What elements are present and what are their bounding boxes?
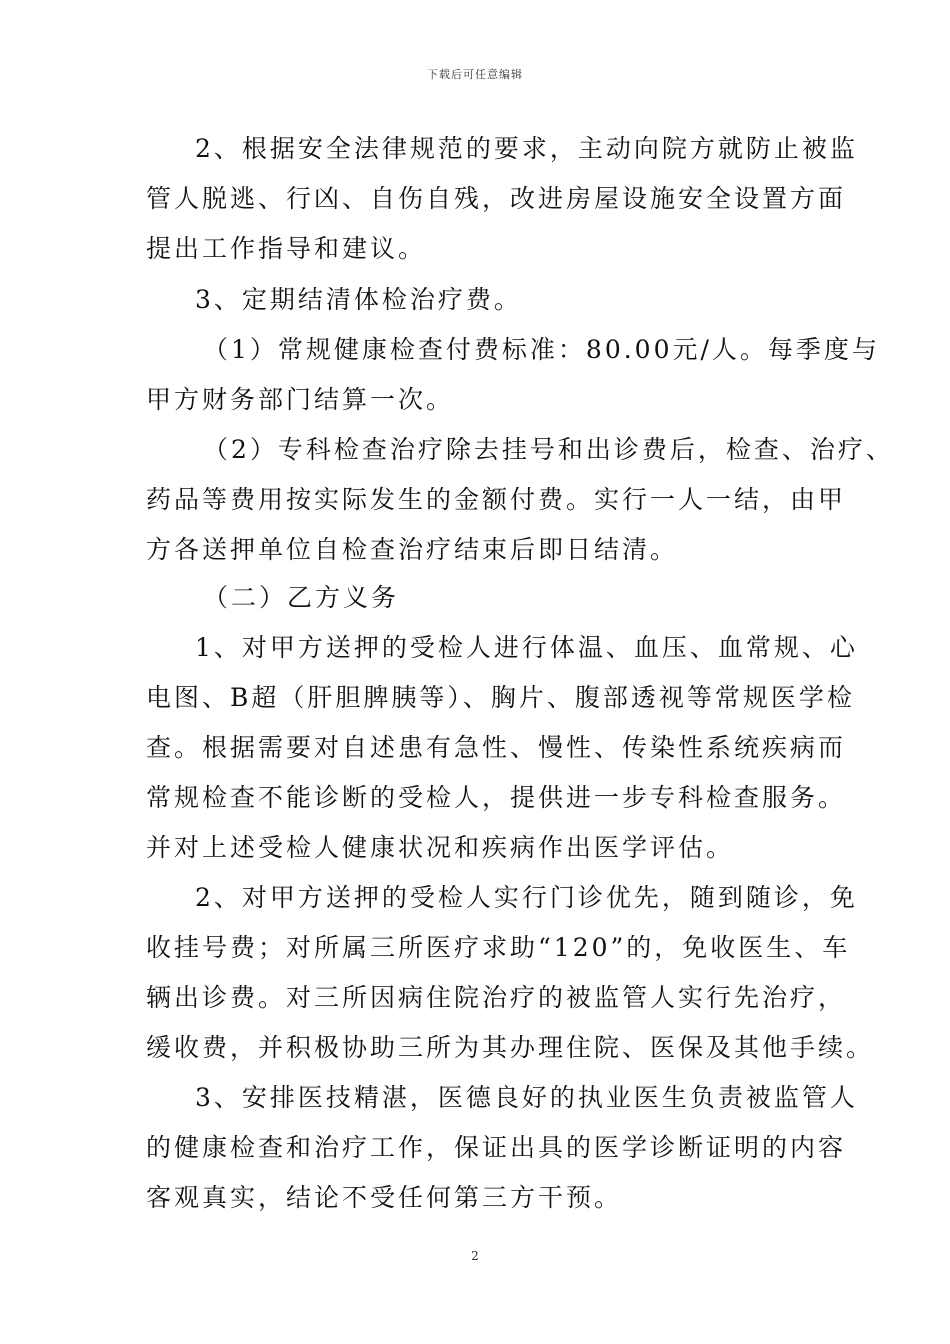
paragraph-line: 1、对甲方送押的受检人进行体温、血压、血常规、心 xyxy=(195,633,858,662)
paragraph-line: 缓收费，并积极协助三所为其办理住院、医保及其他手续。 xyxy=(146,1033,875,1062)
page-number: 2 xyxy=(471,1249,479,1263)
paragraph-line: 收挂号费；对所属三所医疗求助“120”的，免收医生、车 xyxy=(146,933,851,962)
page-header: 下载后可任意编辑 xyxy=(427,68,523,81)
paragraph-line: 辆出诊费。对三所因病住院治疗的被监管人实行先治疗， xyxy=(146,983,847,1012)
paragraph-line: 的健康检查和治疗工作，保证出具的医学诊断证明的内容 xyxy=(146,1133,847,1162)
paragraph-line: 药品等费用按实际发生的金额付费。实行一人一结，由甲 xyxy=(146,485,847,514)
paragraph-line: 并对上述受检人健康状况和疾病作出医学评估。 xyxy=(146,833,735,862)
paragraph-line: 2、根据安全法律规范的要求，主动向院方就防止被监 xyxy=(195,134,858,163)
paragraph-line: 方各送押单位自检查治疗结束后即日结清。 xyxy=(146,535,679,564)
paragraph-line: 提出工作指导和建议。 xyxy=(146,234,427,263)
section-heading: （二）乙方义务 xyxy=(203,583,400,612)
paragraph-line: 常规检查不能诊断的受检人，提供进一步专科检查服务。 xyxy=(146,783,847,812)
paragraph-line: 查。根据需要对自述患有急性、慢性、传染性系统疾病而 xyxy=(146,733,847,762)
paragraph-line: 客观真实，结论不受任何第三方干预。 xyxy=(146,1183,623,1212)
paragraph-line: 管人脱逃、行凶、自伤自残，改进房屋设施安全设置方面 xyxy=(146,184,847,213)
paragraph-line: （2）专科检查治疗除去挂号和出诊费后，检查、治疗、 xyxy=(203,435,894,464)
paragraph-line: 电图、B超（肝胆脾胰等）、胸片、腹部透视等常规医学检 xyxy=(146,683,855,712)
paragraph-line: 3、安排医技精湛，医德良好的执业医生负责被监管人 xyxy=(195,1083,858,1112)
paragraph-line: （1）常规健康检查付费标准：80.00元/人。每季度与 xyxy=(203,335,880,364)
paragraph-line: 2、对甲方送押的受检人实行门诊优先，随到随诊，免 xyxy=(195,883,858,912)
paragraph-line: 3、定期结清体检治疗费。 xyxy=(195,285,522,314)
paragraph-line: 甲方财务部门结算一次。 xyxy=(146,385,455,414)
